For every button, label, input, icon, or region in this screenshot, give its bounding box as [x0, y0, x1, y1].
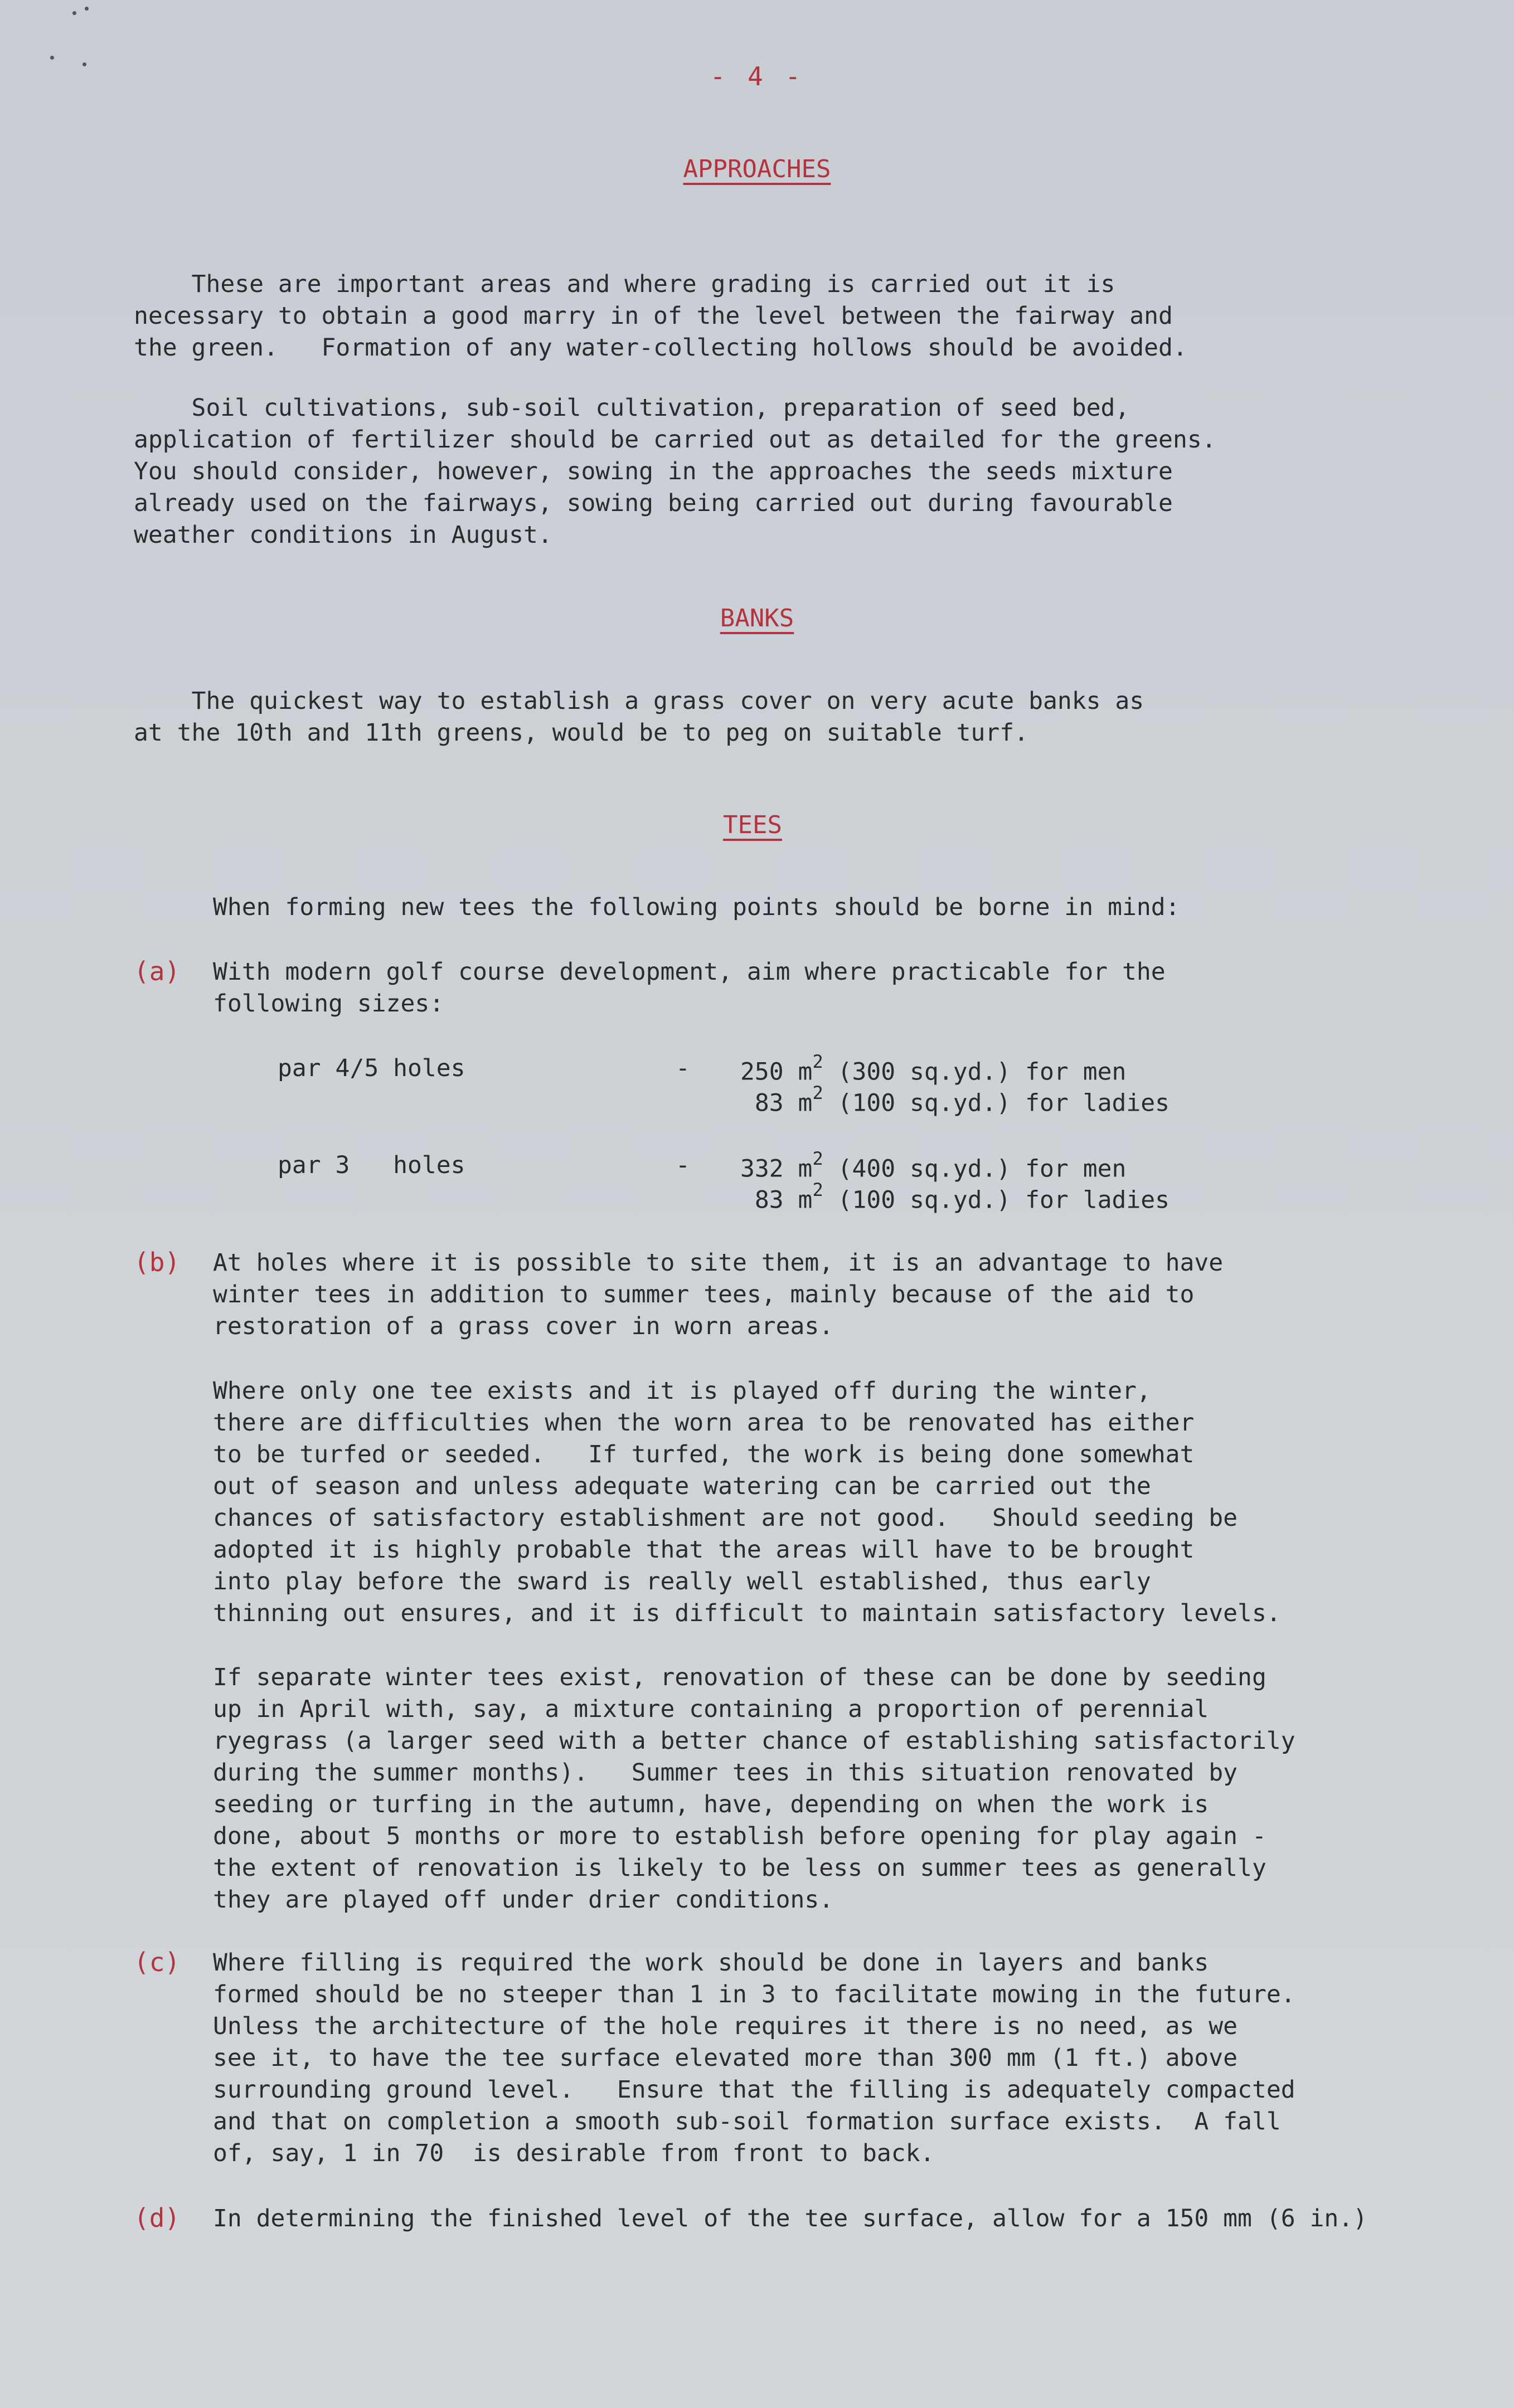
item-label-d: (d): [134, 2203, 181, 2233]
approaches-paragraph-1: These are important areas and where grading is carried out it is necessary to obtain a good marry in of the level between the fairway and the green. Formation of any water-collecting hollows should be avoided.: [134, 270, 1187, 362]
superscript: 2: [812, 1051, 823, 1072]
size-dash-par45: -: [676, 1054, 690, 1082]
item-label-a: (a): [134, 956, 181, 986]
size-detail: (100 sq.yd.) for ladies: [823, 1089, 1170, 1117]
size-detail: (100 sq.yd.) for ladies: [823, 1186, 1170, 1214]
size-value: 83 m: [740, 1186, 813, 1214]
item-label-b: (b): [134, 1247, 181, 1277]
size-detail: (300 sq.yd.) for men: [823, 1058, 1127, 1086]
superscript: 2: [812, 1148, 823, 1169]
size-value: 250 m: [740, 1058, 813, 1086]
item-b-paragraph-3: If separate winter tees exist, renovation of these can be done by seeding up in April with, say, a mixture containing a proportion of perennial ryegrass (a larger seed with a better chance of establishing satisfactorily during the summer months). Summer tees in this situation renovated by seeding or turfing in the autumn, have, depending on when the work is done, about 5 months or more to establish before opening for play again - the extent of renovation is likely to be less on summer tees as generally they are played off under drier conditions.: [213, 1663, 1295, 1914]
size-men-par3: [740, 1148, 1127, 1183]
item-a-text: With modern golf course development, aim where practicable for the following sizes:: [213, 958, 1166, 1018]
superscript: 2: [812, 1179, 823, 1200]
size-value: 83 m: [740, 1089, 813, 1117]
size-name-par45: par 4/5 holes: [278, 1054, 465, 1082]
size-ladies-par45: [740, 1082, 1170, 1117]
size-men-par45: [740, 1051, 1127, 1086]
size-value: 332 m: [740, 1155, 813, 1183]
item-b-text: At holes where it is possible to site them, it is an advantage to have winter tees in addition to summer tees, mainly because of the aid to restoration of a grass cover in worn areas.: [213, 1249, 1224, 1340]
heading-banks: BANKS: [720, 604, 794, 633]
heading-approaches: APPROACHES: [683, 155, 831, 183]
item-d-text: In determining the finished level of the tee surface, allow for a 150 mm (6 in.): [213, 2205, 1368, 2232]
item-label-c: (c): [134, 1947, 181, 1977]
item-b-paragraph-2: Where only one tee exists and it is played off during the winter, there are difficulties when the worn area to be renovated has either to be turfed or seeded. If turfed, the work is being done somewhat out of season and unless adequate watering can be carried out the chances of satisfactory establishment are not good. Should seeding be adopted it is highly probable that the areas will have to be brought into play before the sward is really well established, thus early thinning out ensures, and it is difficult to maintain satisfactory levels.: [213, 1377, 1281, 1627]
size-dash-par3: -: [676, 1151, 690, 1179]
superscript: 2: [812, 1082, 823, 1103]
size-name-par3: par 3 holes: [278, 1151, 465, 1179]
approaches-paragraph-2: Soil cultivations, sub-soil cultivation, preparation of seed bed, application of fertilizer should be carried out as detailed for the greens. You should consider, however, sowing in the approaches the seeds mixture already used on the fairways, sowing being carried out during favourable weather conditions in August.: [134, 394, 1216, 549]
size-ladies-par3: [740, 1179, 1170, 1214]
tees-intro: When forming new tees the following points should be borne in mind:: [213, 893, 1180, 921]
heading-tees: TEES: [723, 811, 782, 839]
banks-paragraph: The quickest way to establish a grass cover on very acute banks as at the 10th and 11th greens, would be to peg on suitable turf.: [134, 687, 1144, 747]
size-detail: (400 sq.yd.) for men: [823, 1155, 1127, 1183]
item-c-text: Where filling is required the work should be done in layers and banks formed should be no steeper than 1 in 3 to facilitate mowing in the future. Unless the architecture of the hole requires it there is no need, as we see it, to have the tee surface elevated more than 300 mm (1 ft.) above surrounding ground level. Ensure that the filling is adequately compacted and that on completion a smooth sub-soil formation surface exists. A fall of, say, 1 in 70 is desirable from front to back.: [213, 1949, 1295, 2167]
page-number: - 4 -: [710, 61, 804, 91]
